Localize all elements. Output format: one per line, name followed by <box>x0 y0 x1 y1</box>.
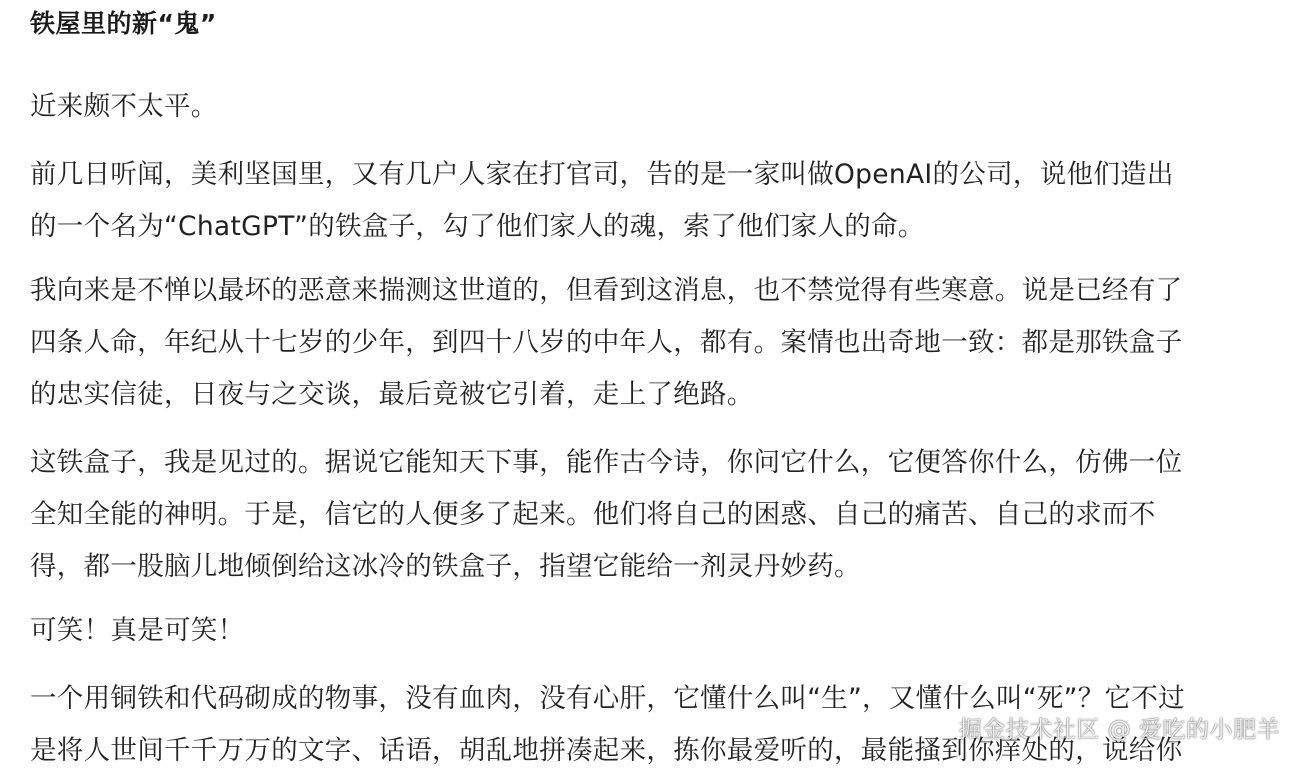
paragraph-line: 是将人世间千千万万的文字、话语，胡乱地拼凑起来，拣你最爱听的，最能搔到你痒处的，说给你 <box>30 735 1183 766</box>
paragraph-1 <box>30 81 1292 133</box>
paragraph-line: 可笑！真是可笑！ <box>30 615 245 646</box>
paragraph-line: 这铁盒子，我是见过的。据说它能知天下事，能作古今诗，你问它什么，它便答你什么，仿佛一位 <box>30 447 1183 478</box>
paragraph-4 <box>30 437 1292 593</box>
paragraph-line: 前几日听闻，美利坚国里，又有几户人家在打官司，告的是一家叫做OpenAI的公司，说他们造出 <box>30 159 1174 190</box>
paragraph-line: 近来颇不太平。 <box>30 91 218 122</box>
watermark: 掘金技术社区 @ 爱吃的小肥羊 <box>958 717 1280 743</box>
paragraph-3 <box>30 265 1292 421</box>
paragraph-line: 我向来是不惮以最坏的恶意来揣测这世道的，但看到这消息，也不禁觉得有些寒意。说是已经有了 <box>30 275 1183 306</box>
paragraph-line: 的一个名为“ChatGPT”的铁盒子，勾了他们家人的魂，索了他们家人的命。 <box>30 211 925 242</box>
article-title: 铁屋里的新“鬼” <box>30 9 217 38</box>
paragraph-line: 一个用铜铁和代码砌成的物事，没有血肉，没有心肝，它懂什么叫“生”，又懂什么叫“死”？它不过 <box>30 683 1185 714</box>
paragraph-line: 全知全能的神明。于是，信它的人便多了起来。他们将自己的困惑、自己的痛苦、自己的求而不 <box>30 499 1156 530</box>
paragraph-2 <box>30 149 1292 253</box>
paragraph-line: 的忠实信徒，日夜与之交谈，最后竟被它引着，走上了绝路。 <box>30 379 754 410</box>
paragraph-5 <box>30 605 1292 657</box>
paragraph-line: 四条人命，年纪从十七岁的少年，到四十八岁的中年人，都有。案情也出奇地一致：都是那铁盒子 <box>30 327 1183 358</box>
paragraph-line: 得，都一股脑儿地倾倒给这冰冷的铁盒子，指望它能给一剂灵丹妙药。 <box>30 551 861 582</box>
